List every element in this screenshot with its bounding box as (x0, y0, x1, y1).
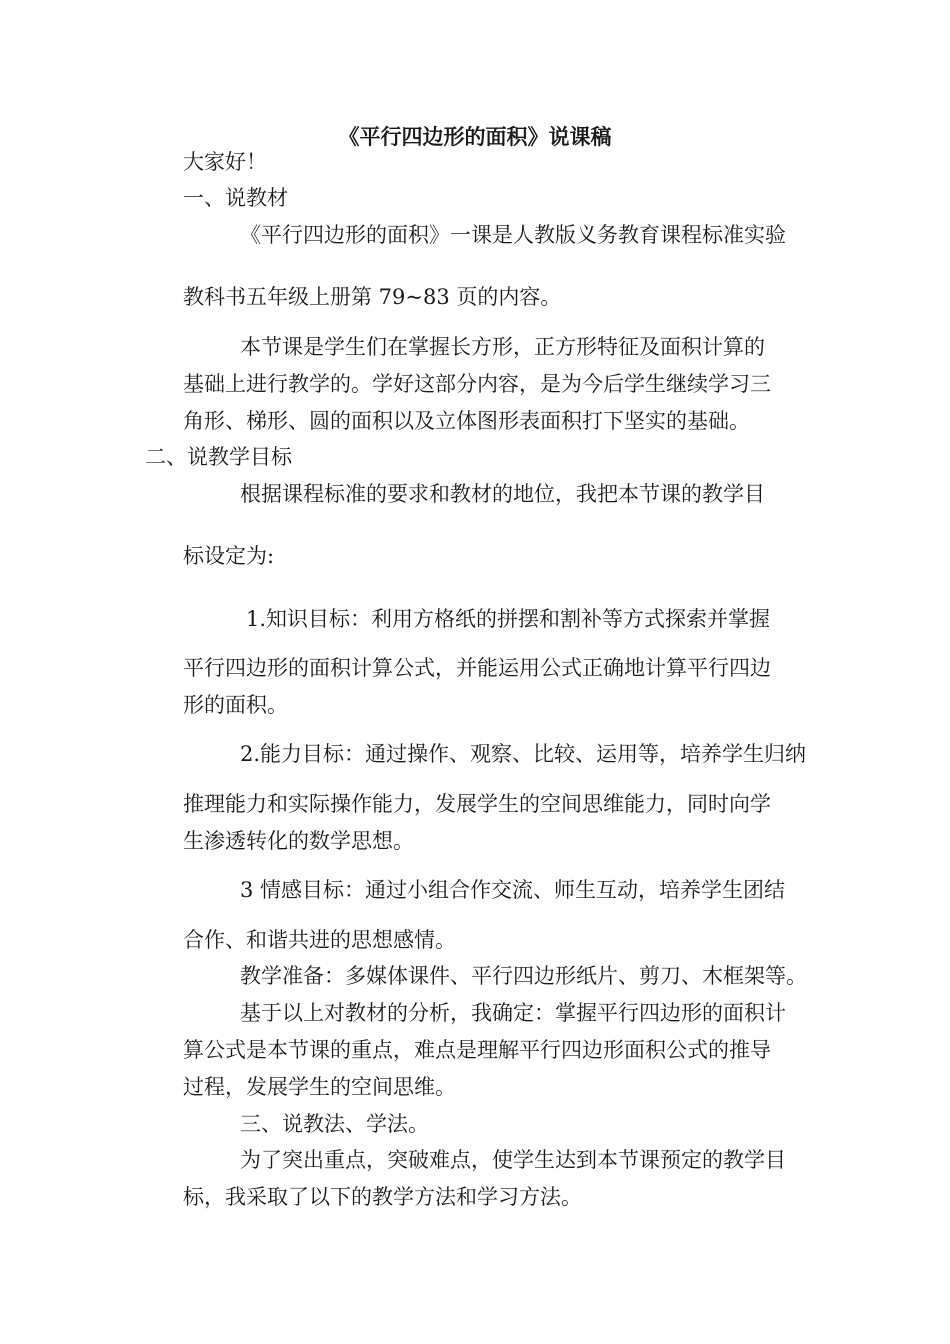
greeting-line: 大家好！ (183, 150, 267, 174)
paragraph-line: 为了突出重点，突破难点，使学生达到本节课预定的教学目 (240, 1148, 786, 1172)
paragraph-line: 教学准备：多媒体课件、平行四边形纸片、剪刀、木框架等。 (240, 964, 807, 988)
paragraph-line: 1.知识目标：利用方格纸的拼摆和割补等方式探索并掌握 (246, 607, 771, 631)
paragraph-line: 标设定为: (183, 544, 275, 568)
paragraph-line: 基础上进行教学的。学好这部分内容，是为今后学生继续学习三 (183, 372, 771, 396)
paragraph-line: 本节课是学生们在掌握长方形，正方形特征及面积计算的 (240, 335, 765, 359)
paragraph-line: 教科书五年级上册第 79~83 页的内容。 (183, 285, 562, 309)
section-heading-2: 二、说教学目标 (145, 445, 292, 469)
paragraph-line: 基于以上对教材的分析，我确定：掌握平行四边形的面积计 (240, 1001, 786, 1025)
paragraph-line: 3 情感目标：通过小组合作交流、师生互动，培养学生团结 (240, 878, 786, 902)
document-title: 《平行四边形的面积》说课稿 (338, 125, 612, 149)
paragraph-line: 形的面积。 (183, 693, 288, 717)
paragraph-line: 根据课程标准的要求和教材的地位，我把本节课的教学目 (240, 482, 765, 506)
paragraph-line: 2.能力目标：通过操作、观察、比较、运用等，培养学生归纳 (240, 742, 807, 766)
paragraph-line: 角形、梯形、圆的面积以及立体图形表面积打下坚实的基础。 (183, 409, 750, 433)
paragraph-line: 算公式是本节课的重点，难点是理解平行四边形面积公式的推导 (183, 1038, 771, 1062)
paragraph-line: 过程，发展学生的空间思维。 (183, 1075, 456, 1099)
section-heading-1: 一、说教材 (183, 186, 288, 210)
paragraph-line: 生渗透转化的数学思想。 (183, 829, 414, 853)
paragraph-line: 推理能力和实际操作能力，发展学生的空间思维能力，同时向学 (183, 792, 771, 816)
paragraph-line: 标，我采取了以下的教学方法和学习方法。 (183, 1185, 582, 1209)
paragraph-line: 《平行四边形的面积》一课是人教版义务教育课程标准实验 (240, 223, 786, 247)
section-heading-3: 三、说教法、学法。 (240, 1112, 429, 1136)
paragraph-line: 合作、和谐共进的思想感情。 (183, 928, 456, 952)
paragraph-line: 平行四边形的面积计算公式，并能运用公式正确地计算平行四边 (183, 656, 771, 680)
